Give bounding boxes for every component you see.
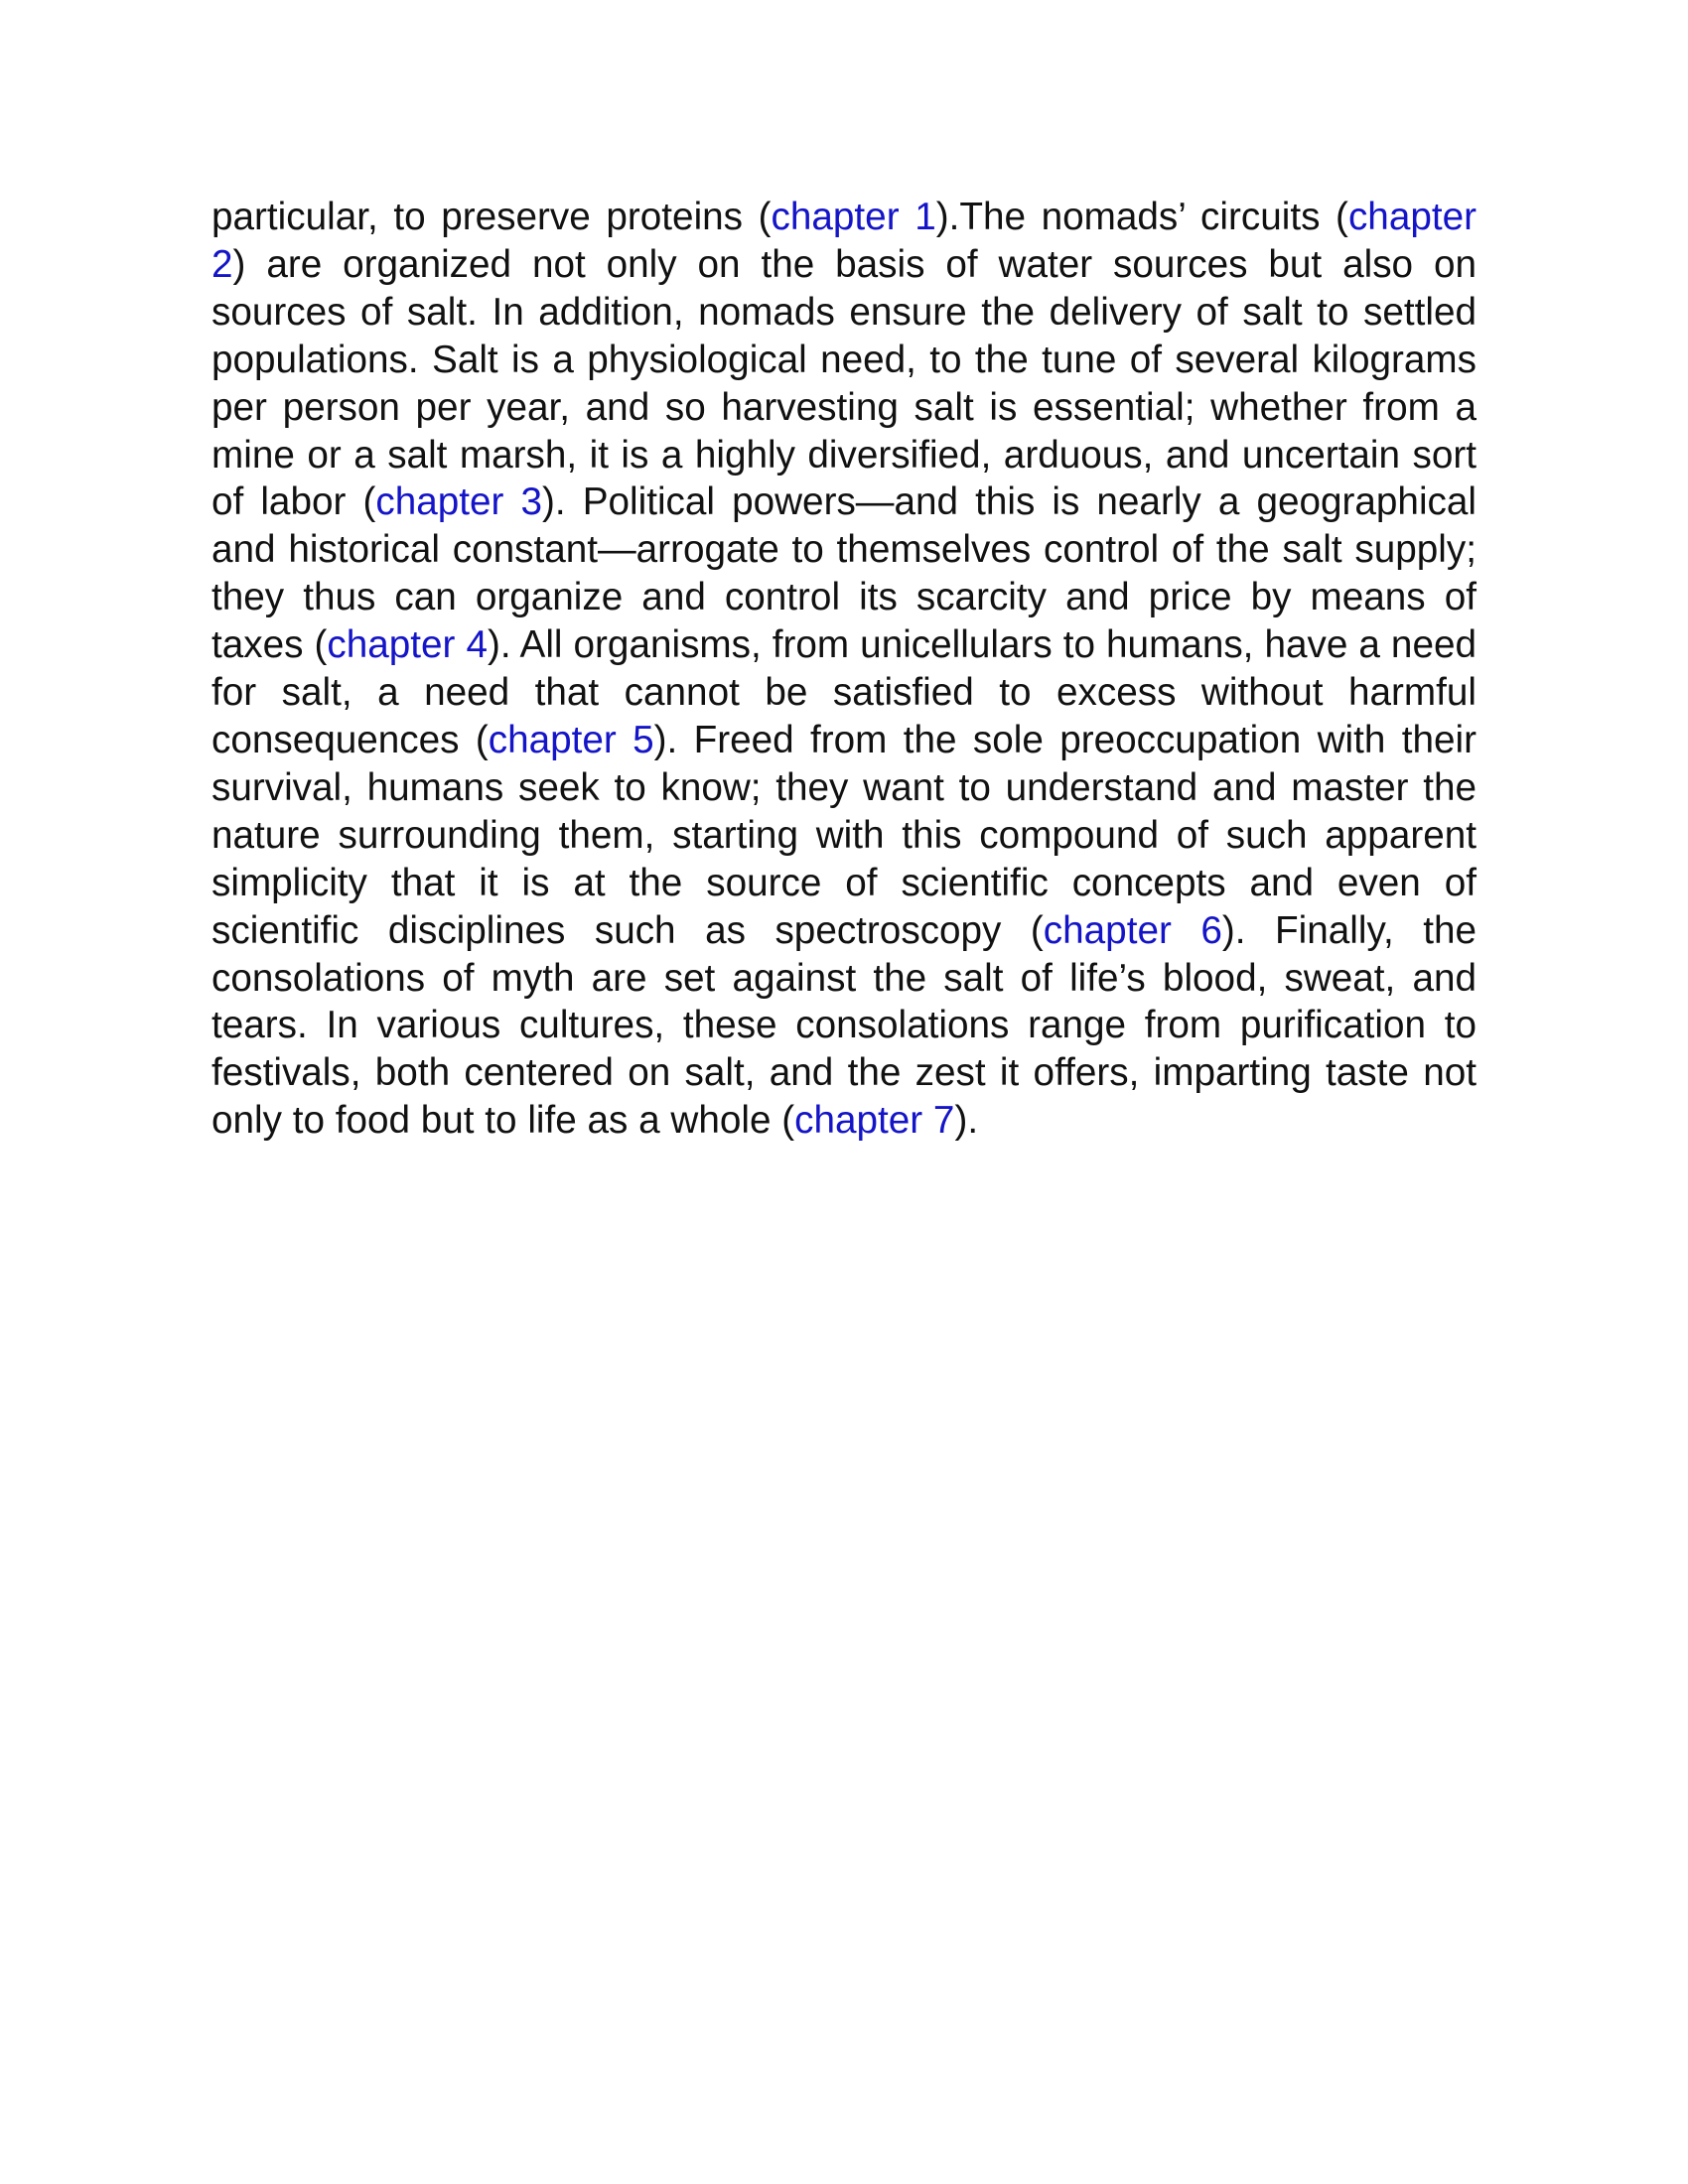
chapter-5-link[interactable]: chapter 5: [488, 718, 654, 761]
text-run: ).: [954, 1099, 979, 1143]
text-run: ) are organized not only on the basis of water sources but also on sources of salt. In addition, nomads ensure the delivery of salt to settled populations. Salt is a physiological need, to the tune of several kilograms per person per year, and so harvesting salt is essential; whether from a mine or a salt marsh, it is a highly diversified, arduous, and uncertain sort of labor (: [211, 242, 1477, 524]
chapter-6-link[interactable]: chapter 6: [1043, 908, 1222, 952]
text-run: ).The nomads’ circuits (: [935, 196, 1348, 238]
chapter-2-link[interactable]: chapter 2: [211, 196, 1477, 286]
chapter-7-link[interactable]: chapter 7: [794, 1099, 955, 1143]
chapter-1-link[interactable]: chapter 1: [771, 196, 936, 238]
body-text: [211, 194, 1477, 1145]
text-run: ). All organisms, from unicellulars to humans, have a need for salt, a need that cannot be satisfied to excess without harmful consequences (: [211, 623, 1477, 761]
text-run: ). Political powers—and this is nearly a geographical and historical constant—arrogate to themselves control of the salt supply; they thus can organize and control its scarcity and price by means of taxes (: [211, 480, 1477, 667]
text-run: particular, to preserve proteins (: [211, 196, 772, 238]
chapter-4-link[interactable]: chapter 4: [327, 623, 488, 667]
text-run: ). Finally, the consolations of myth are set against the salt of life’s blood, sweat, and tears. In various cultures, these consolations range from purification to festivals, both centered on salt, and the zest it offers, imparting taste not only to food but to life as a whole (: [211, 908, 1477, 1143]
text-run: ). Freed from the sole preoccupation with their survival, humans seek to know; they want to understand and master the nature surrounding them, starting with this compound of such apparent simplicity that it is at the source of scientific concepts and even of scientific disciplines such as spectroscopy (: [211, 718, 1477, 952]
chapter-3-link[interactable]: chapter 3: [375, 480, 542, 524]
paragraph: [211, 194, 1477, 1145]
